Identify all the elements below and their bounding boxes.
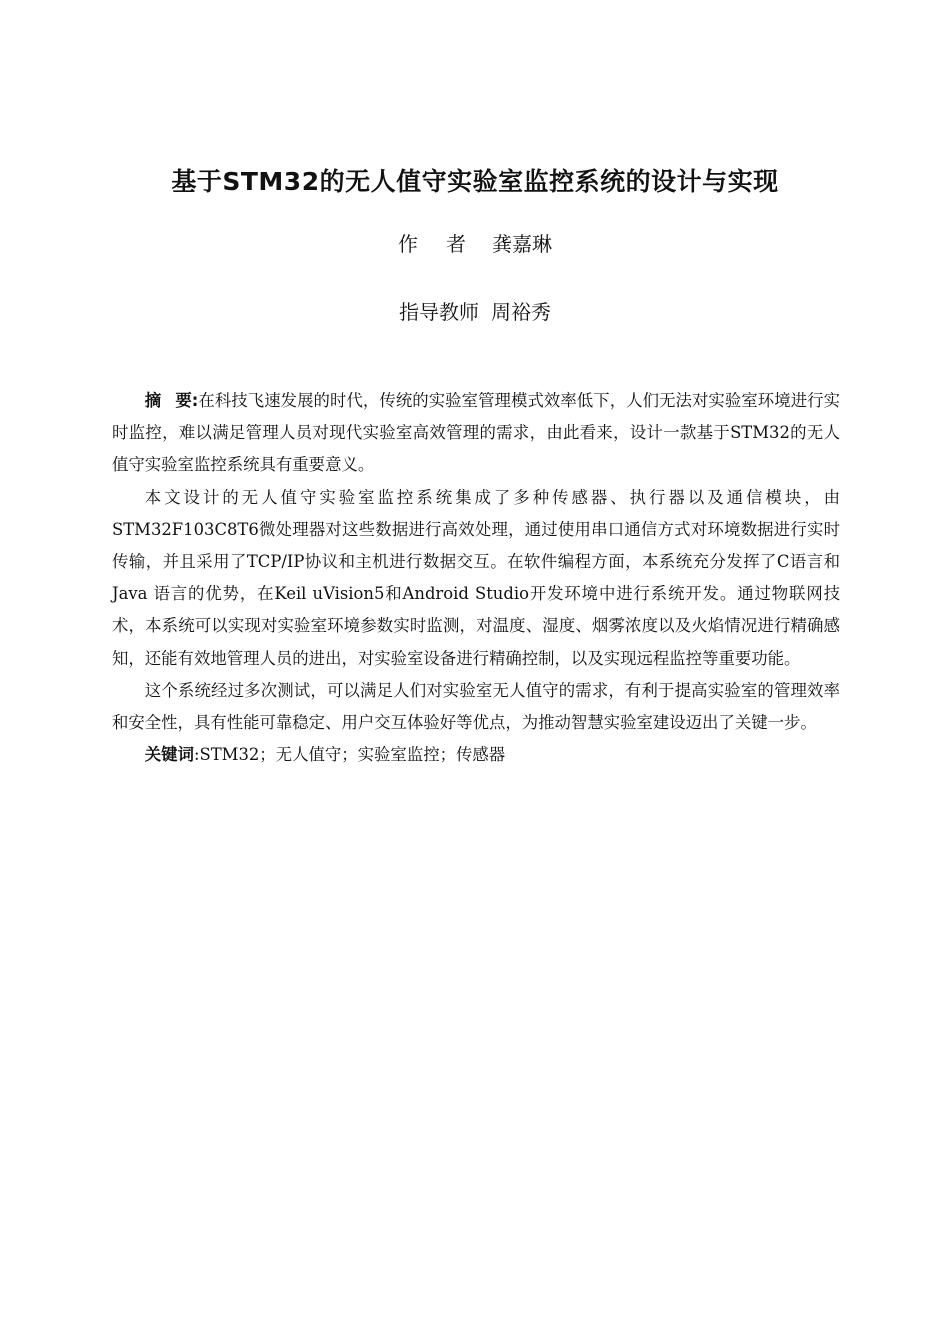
keywords-colon: :	[193, 745, 200, 765]
abstract-label-a: 摘	[144, 391, 162, 410]
abstract-colon: :	[191, 391, 199, 410]
author-label: 作 者	[398, 232, 470, 256]
abstract-paragraph-2: 本文设计的无人值守实验室监控系统集成了多种传感器、执行器以及通信模块，由STM32F103C8T6微处理器对这些数据进行高效处理，通过使用串口通信方式对环境数据进行实时传输，并且采用了TCP/IP协议和主机进行数据交互。在软件编程方面，本系统充分发挥了C语言和 Java 语言的优势，在Keil uVision5和Android Studio开发环境中进行系统开发。通过物联网技术，本系统可以实现对实验室环境参数实时监测，对温度、湿度、烟雾浓度以及火焰情况进行精确感知，还能有效地管理人员的进出，对实验室设备进行精确控制，以及实现远程监控等重要功能。	[112, 487, 840, 668]
keywords-label: 关键词	[144, 745, 194, 765]
keywords-line	[112, 739, 840, 771]
advisor-line	[0, 296, 950, 325]
advisor-name: 周裕秀	[491, 300, 551, 324]
keywords-text: STM32；无人值守；实验室监控；传感器	[199, 745, 506, 765]
abstract-paragraph-1	[112, 385, 840, 482]
author-line	[0, 228, 950, 257]
abstract-heading	[145, 391, 199, 410]
abstract-label-b: 要	[175, 391, 192, 410]
abstract-paragraph-3: 这个系统经过多次测试，可以满足人们对实验室无人值守的需求，有利于提高实验室的管理效率和安全性，具有性能可靠稳定、用户交互体验好等优点，为推动智慧实验室建设迈出了关键一步。	[112, 680, 840, 733]
abstract-text-1: 在科技飞速发展的时代，传统的实验室管理模式效率低下，人们无法对实验室环境进行实时监控，难以满足管理人员对现代实验室高效管理的需求，由此看来，设计一款基于STM32的无人值守实验室监控系统具有重要意义。	[112, 391, 840, 475]
author-name: 龚嘉琳	[492, 232, 552, 256]
abstract-body	[112, 385, 840, 771]
advisor-label: 指导教师	[399, 300, 479, 324]
paper-title: 基于STM32的无人值守实验室监控系统的设计与实现	[171, 167, 779, 196]
